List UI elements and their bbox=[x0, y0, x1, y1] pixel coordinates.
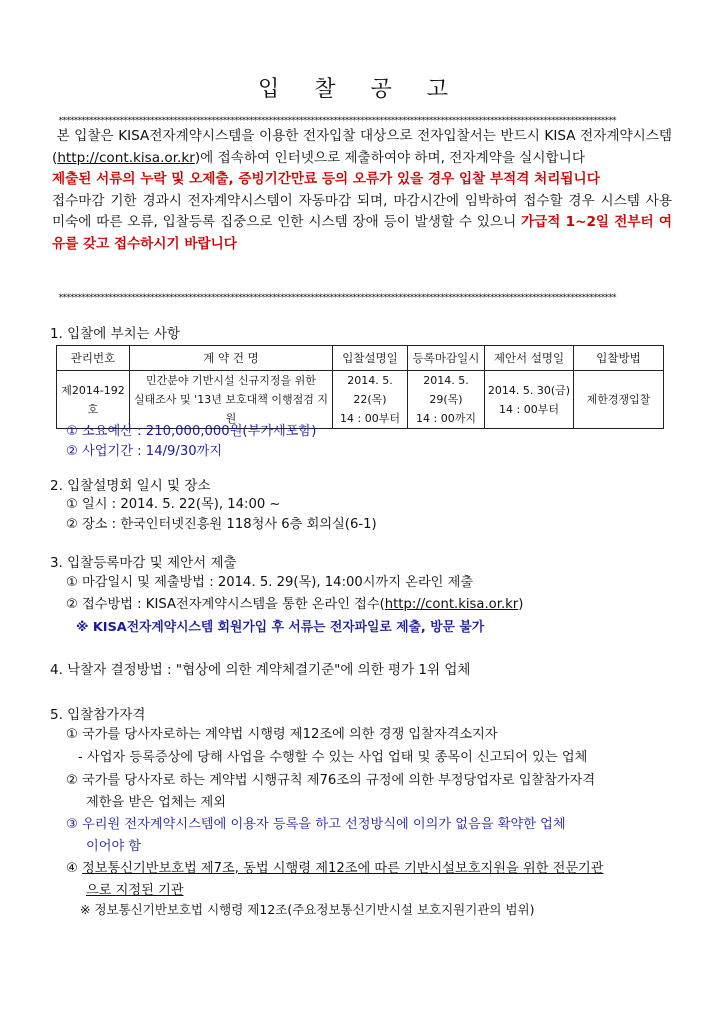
submission-text-a: ② 접수방법 : KISA전자계약시스템을 통한 온라인 접수( bbox=[66, 597, 385, 612]
notice-link[interactable]: http://cont.kisa.or.kr bbox=[57, 149, 195, 166]
notice-box bbox=[52, 126, 672, 255]
cell-name-line1: 민간분야 기반시설 신규지정을 위한 bbox=[146, 374, 316, 387]
cell-no: 제2014-192호 bbox=[57, 371, 130, 429]
table-header-row bbox=[57, 346, 664, 371]
section-5-heading: 5. 입찰참가자격 bbox=[50, 707, 146, 723]
col-header-no: 관리번호 bbox=[57, 346, 130, 371]
cell-name-line2: 실태조사 및 '13년 보호대책 이행점검 지원 bbox=[134, 393, 328, 425]
submission-method-line bbox=[66, 593, 523, 612]
briefing-location: ② 장소 : 한국인터넷진흥원 118청사 6층 회의실(6-1) bbox=[66, 517, 377, 532]
divider-top: ************************************************************************************************************************************************** bbox=[58, 116, 616, 126]
page-title: 입 찰 공 고 bbox=[258, 77, 462, 102]
cell-briefing-time: 14 : 00부터 bbox=[340, 412, 400, 425]
qualification-2-line2: 제한을 받은 업체는 제외 bbox=[86, 795, 226, 810]
qualification-3-line1: ③ 우리원 전자계약시스템에 이용자 등록을 하고 선정방식에 이의가 없음을 확약한 업체 bbox=[66, 817, 566, 832]
bid-table bbox=[56, 345, 664, 429]
section-2-heading: 2. 입찰설명회 일시 및 장소 bbox=[50, 478, 211, 494]
cell-proposal-date: 2014. 5. 30(금) bbox=[487, 383, 571, 397]
qualification-4-line2: 으로 지정된 기관 bbox=[86, 883, 184, 898]
cell-method: 제한경쟁입찰 bbox=[574, 371, 664, 429]
qualification-4-line1 bbox=[66, 857, 604, 876]
budget-line: ① 소요예산 : 210,000,000원(부가세포함) bbox=[66, 424, 317, 439]
divider-bottom: ************************************************************************************************************************************************** bbox=[58, 293, 616, 303]
qualification-3-line2: 이어야 함 bbox=[86, 839, 142, 854]
notice-paragraph-1 bbox=[52, 126, 672, 169]
section-3-heading: 3. 입찰등록마감 및 제안서 제출 bbox=[50, 555, 237, 571]
submission-text-b: ) bbox=[518, 597, 524, 612]
submission-note: ※ KISA전자계약시스템 회원가입 후 서류는 전자파일로 제출, 방문 불가 bbox=[76, 620, 485, 635]
col-header-briefing: 입찰설명일 bbox=[333, 346, 408, 371]
col-header-deadline: 등록마감일시 bbox=[408, 346, 485, 371]
cell-briefing bbox=[333, 371, 408, 429]
section-4-heading: 4. 낙찰자 결정방법 : "협상에 의한 계약체결기준"에 의한 평가 1위 업체 bbox=[50, 662, 471, 678]
notice-p3-emphasis: 가급적 1~2일 전부터 여유를 갖고 접수하시기 바랍니다 bbox=[52, 214, 672, 252]
col-header-proposal: 제안서 설명일 bbox=[485, 346, 574, 371]
cell-briefing-date: 2014. 5. 22(목) bbox=[347, 374, 393, 406]
cell-proposal-time: 14 : 00부터 bbox=[499, 402, 559, 416]
col-header-method: 입찰방법 bbox=[574, 346, 664, 371]
qualification-1-sub: - 사업자 등록증상에 당해 사업을 수행할 수 있는 사업 업태 및 종목이 신고되어 있는 업체 bbox=[78, 750, 588, 765]
notice-p1-text-a: 본 입찰은 KISA전자계약시스템을 이용한 전자입찰 대상으로 전자입찰서는 반드시 KISA 전자계약시스템( bbox=[52, 128, 672, 166]
qualification-note: ※ 정보통신기반보호법 시행령 제12조(주요정보통신기반시설 보호지원기관의 범위) bbox=[80, 902, 535, 917]
period-line: ② 사업기간 : 14/9/30까지 bbox=[66, 444, 223, 459]
qualification-1: ① 국가를 당사자로하는 계약법 시행령 제12조에 의한 경쟁 입찰자격소지자 bbox=[66, 727, 498, 742]
notice-p1-text-b: )에 접속하여 인터넷으로 제출하여야 하며, 전자계약을 실시합니다 bbox=[194, 149, 585, 166]
cell-proposal bbox=[485, 371, 574, 429]
cell-deadline-date: 2014. 5. 29(목) bbox=[423, 374, 469, 406]
submission-link[interactable]: http://cont.kisa.or.kr bbox=[384, 597, 519, 612]
section-1-heading: 1. 입찰에 부치는 사항 bbox=[50, 326, 181, 342]
notice-paragraph-3 bbox=[52, 191, 672, 256]
qualification-2-line1: ② 국가를 당사자로 하는 계약법 시행규칙 제76조의 규정에 의한 부정당업자로 입찰참가자격 bbox=[66, 773, 596, 788]
notice-paragraph-2: 제출된 서류의 누락 및 오제출, 증빙기간만료 등의 오류가 있을 경우 입찰 부적격 처리됩니다 bbox=[52, 171, 600, 187]
cell-deadline-time: 14 : 00까지 bbox=[416, 412, 476, 425]
qualification-4-text: 정보통신기반보호법 제7조, 동법 시행령 제12조에 따른 기반시설보호지원을 위한 전문기관 bbox=[82, 861, 604, 876]
briefing-datetime: ① 일시 : 2014. 5. 22(목), 14:00 ~ bbox=[66, 497, 281, 512]
notice-p3-text-a: 접수마감 기한 경과시 전자계약시스템이 자동마감 되며, 마감시간에 임박하여 접수할 경우 시스템 사용 미숙에 따른 오류, 입찰등록 집중으로 인한 시스템 장애 등이 발생할 수 있으니 bbox=[52, 192, 672, 230]
qualification-4-number: ④ bbox=[66, 861, 78, 876]
cell-deadline bbox=[408, 371, 485, 429]
deadline-line: ① 마감일시 및 제출방법 : 2014. 5. 29(목), 14:00시까지 온라인 제출 bbox=[66, 575, 474, 590]
col-header-name: 계 약 건 명 bbox=[130, 346, 333, 371]
